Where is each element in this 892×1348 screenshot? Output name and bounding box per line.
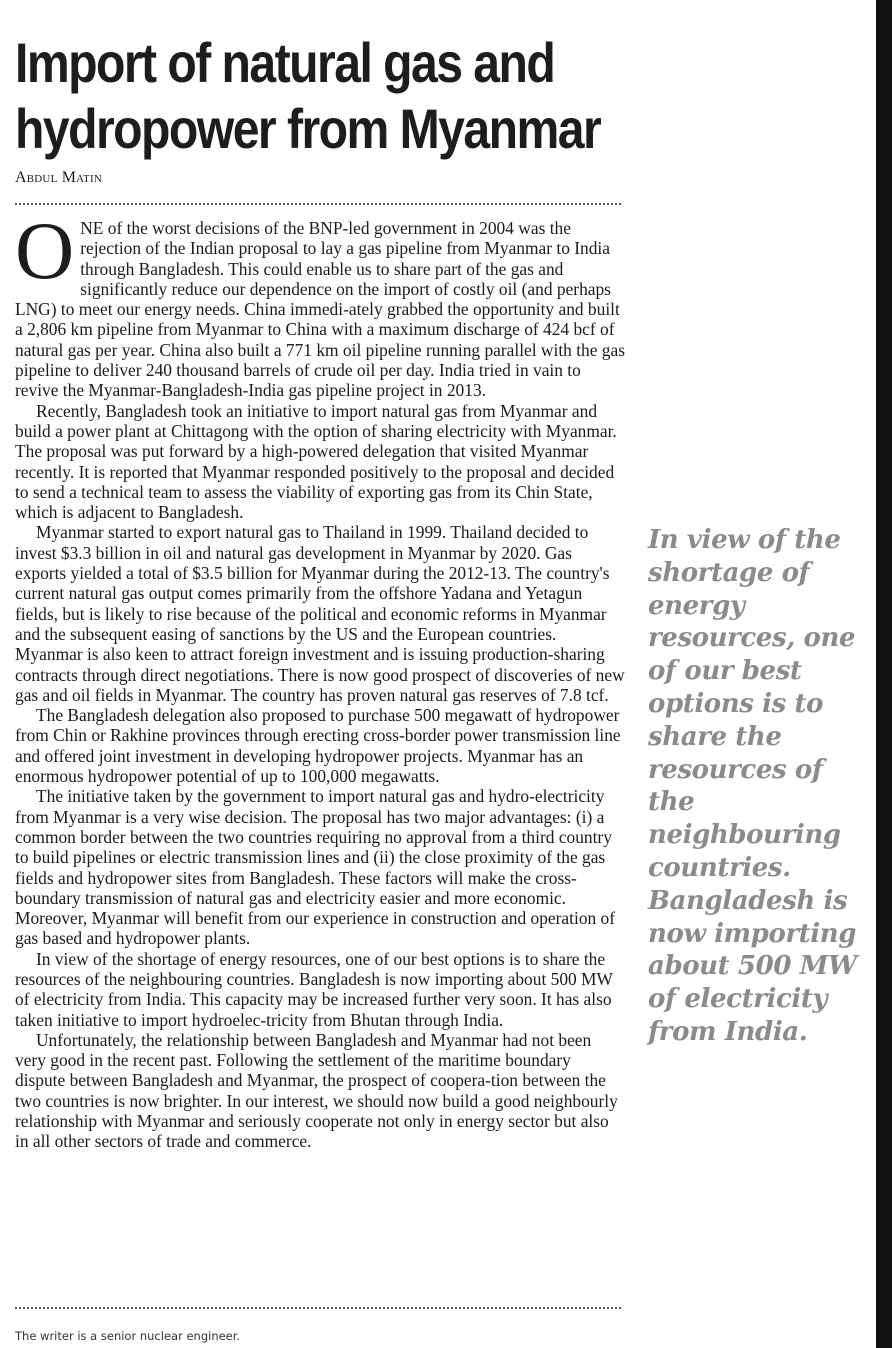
paragraph-5: The initiative taken by the government to import natural gas and hydro-electricity from Myanmar is a very wise decision. The proposal has two major advantages: (i) a common border between the two countries requiring no approval from a third country to build pipelines or electric transmission lines and (ii) the close proximity of the gas fields and hydropower sites from Bangladesh. These factors will make the cross-boundary transmission of natural gas and electricity easier and more economic. Moreover, Myanmar will benefit from our experience in construction and operation of gas based and hydropower plants. [15, 786, 616, 949]
headline [15, 30, 601, 162]
byline: Abdul Matin [15, 169, 102, 186]
paragraph-4: The Bangladesh delegation also proposed to purchase 500 megawatt of hydropower from Chin or Rakhine provinces through erecting cross-border power transmission line and offered joint investment in developing hydropower projects. Myanmar has an enormous hydropower potential of up to 100,000 megawatts. [15, 705, 621, 787]
pull-quote: In view of the shortage of energy resources, one of our best options is to share the resources of the neighbouring countries. Bangladesh is now importing about 500 MW of electricity from India. [648, 525, 857, 1047]
author-note: The writer is a senior nuclear engineer. [15, 1329, 241, 1343]
headline-line-2: hydropower from Myanmar [15, 97, 601, 160]
paragraph-3: Myanmar started to export natural gas to Thailand in 1999. Thailand decided to invest $3.3 billion in oil and natural gas development in Myanmar by 2020. Gas exports yielded a total of $3.5 billion for Myanmar during the 2012-13. The country's current natural gas output comes primarily from the offshore Yadana and Yetagun fields, but is likely to rise because of the political and economic reforms in Myanmar and the subsequent easing of sanctions by the US and the European countries. Myanmar is also keen to attract foreign investment and is issuing production-sharing contracts through direct negotiations. There is now good prospect of discoveries of new gas and oil fields in Myanmar. The country has proven natural gas reserves of 7.8 tcf. [15, 522, 625, 705]
headline-line-1: Import of natural gas and [15, 31, 555, 94]
bottom-dotted-rule [15, 1307, 621, 1309]
paragraph-6: In view of the shortage of energy resources, one of our best options is to share the resources of the neighbouring countries. Bangladesh is now importing about 500 MW of electricity from India. This capacity may be increased further very soon. It has also taken initiative to import hydroelec-tricity from Bhutan through India. [15, 948, 613, 1030]
page-edge-bar [876, 0, 892, 1348]
drop-cap: O [15, 205, 75, 296]
top-dotted-rule [15, 203, 621, 205]
paragraph-1-text: NE of the worst decisions of the BNP-led government in 2004 was the rejection of the Indian proposal to lay a gas pipeline from Myanmar to India through Bangladesh. This could enable us to share part of the gas and significantly reduce our dependence on the import of costly oil (and perhaps LNG) to meet our energy needs. China immedi-ately grabbed the opportunity and built a 2,806 km pipeline from Myanmar to China with a maximum discharge of 424 bcf of natural gas per year. China also built a 771 km oil pipeline running parallel with the gas pipeline to deliver 240 thousand barrels of crude oil per day. India tried in vain to revive the Myanmar-Bangladesh-India gas pipeline project in 2013. [15, 218, 625, 401]
paragraph-1 [15, 205, 625, 401]
article-body [15, 205, 625, 1152]
paragraph-2: Recently, Bangladesh took an initiative to import natural gas from Myanmar and build a power plant at Chittagong with the option of sharing electricity with Myanmar. The proposal was put forward by a high-powered delegation that visited Myanmar recently. It is reported that Myanmar responded positively to the proposal and decided to send a technical team to assess the viability of exporting gas from its Chin State, which is adjacent to Bangladesh. [15, 400, 617, 523]
paragraph-7: Unfortunately, the relationship between Bangladesh and Myanmar had not been very good in the recent past. Following the settlement of the maritime boundary dispute between Bangladesh and Myanmar, the prospect of coopera-tion between the two countries is now brighter. In our interest, we should now build a good neighbourly relationship with Myanmar and seriously cooperate not only in energy sector but also in all other sectors of trade and commerce. [15, 1029, 618, 1152]
